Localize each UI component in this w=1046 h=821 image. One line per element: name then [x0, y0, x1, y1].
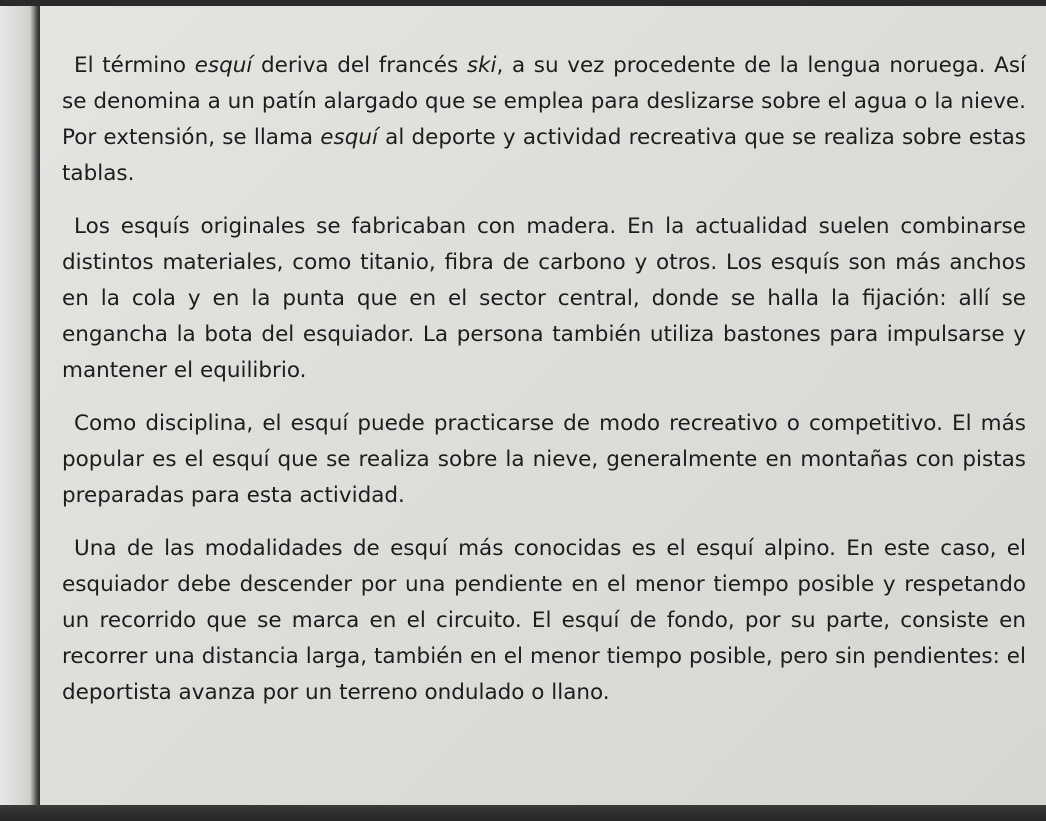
italic-term: esquí	[320, 125, 378, 150]
italic-term: esquí	[194, 53, 253, 78]
paragraph-4: Una de las modalidades de esquí más conocidas es el esquí alpino. En este caso, el esquiador debe descender por una pendiente en el menor tiempo posible y respetando un recorrido que se marca en el circuito. El esquí de fondo, por su parte, consiste en recorrer una distancia larga, también en el menor tiempo posible, pero sin pendientes: el deportista avanza por un terreno ondulado o llano.	[62, 536, 1026, 705]
page-left-edge	[0, 0, 40, 821]
paragraph-3: Como disciplina, el esquí puede practicarse de modo recreativo o competitivo. El más popular es el esquí que se realiza sobre la nieve, generalmente en montañas con pistas preparadas para esta actividad.	[62, 411, 1026, 508]
italic-term: ski	[466, 53, 497, 78]
paragraph-2: Los esquís originales se fabricaban con madera. En la actualidad suelen combinarse distintos materiales, como titanio, fibra de carbono y otros. Los esquís son más anchos en la cola y en la punta que en el sector central, donde se halla la fijación: allí se engancha la bota del esquiador. La persona también utiliza bastones para impulsarse y mantener el equilibrio.	[62, 214, 1026, 383]
page-bottom-edge	[0, 805, 1046, 821]
paragraph-1: El término esquí deriva del francés ski, a su vez procedente de la lengua noruega. Así se denomina a un patín alargado que se emplea para deslizarse sobre el agua o la nieve. Por extensión, se llama esquí al deporte y actividad recreativa que se realiza sobre estas tablas.	[62, 53, 1027, 186]
document-body	[62, 48, 1026, 728]
